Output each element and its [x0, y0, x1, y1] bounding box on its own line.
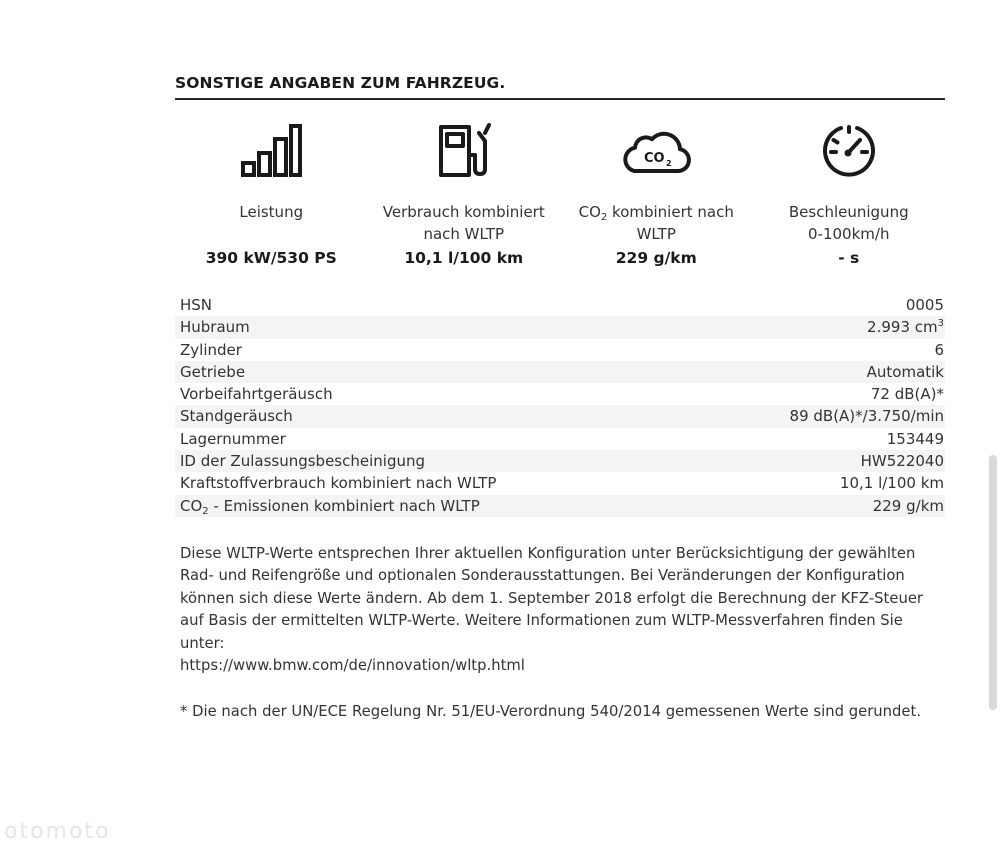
- wltp-paragraph: Diese WLTP-Werte entsprechen Ihrer aktuellen Konfiguration unter Berücksichtigung der gewählten Rad- und Reifengröße und optionalen Sonderausstattungen. Bei Veränderungen der Konfiguration können sich diese Werte ändern. Ab dem 1. September 2018 erfolgt die Berechnung der KFZ-Steuer auf Basis der ermittelten WLTP-Werte. Weitere Informationen zum WLTP-Messverfahren finden Sie unter: https://www.bmw.com/de/innovation/wltp.html: [180, 545, 924, 675]
- scrollbar[interactable]: [986, 0, 1000, 852]
- spec-table: [175, 294, 945, 517]
- kpi-label: Beschleunigung 0-100km/h: [788, 203, 909, 243]
- kpi-value: 229 g/km: [615, 249, 697, 267]
- scrollbar-thumb[interactable]: [989, 455, 997, 710]
- spec-row-zulassung: ID der Zulassungsbescheinigung HW522040: [175, 450, 945, 472]
- speedometer-icon: [819, 112, 879, 190]
- kpi-label: Leistung: [239, 203, 304, 221]
- spec-row-standgeraeusch: Standgeräusch 89 dB(A)*/3.750/min: [175, 405, 945, 427]
- kpi-value: 390 kW/530 PS: [205, 249, 337, 267]
- kpi-label: $CO_2$ kombiniert nach WLTP: [578, 203, 734, 243]
- spec-row-vorbeifahrt: Vorbeifahrtgeräusch 72 dB(A)*: [180, 385, 944, 404]
- wltp-notes: [180, 543, 950, 724]
- spec-row-hsn: HSN 0005: [180, 296, 944, 314]
- section-title: SONSTIGE ANGABEN ZUM FAHRZEUG.: [175, 74, 945, 100]
- wltp-url: https://www.bmw.com/de/innovation/wltp.html: [180, 657, 525, 675]
- spec-row-lagernummer: Lagernummer 153449: [180, 429, 944, 448]
- kpi-row: [175, 112, 945, 267]
- kpi-value: - s: [838, 249, 860, 267]
- spec-row-zylinder: Zylinder 6: [180, 340, 944, 359]
- spec-row-getriebe: Getriebe Automatik: [175, 361, 945, 383]
- kpi-consumption: [368, 112, 561, 267]
- co2-cloud-icon: [620, 112, 692, 190]
- kpi-acceleration: [753, 112, 946, 267]
- co2-cloud-subscript: 2: [666, 159, 672, 168]
- kpi-co2: [560, 112, 753, 267]
- spec-row-co2: $CO_2$ - Emissionen kombiniert nach WLTP 229 g/km: [175, 495, 945, 517]
- fuel-pump-icon: [435, 112, 493, 190]
- watermark: otomoto: [4, 819, 111, 844]
- kpi-power: [175, 112, 368, 267]
- spec-row-hubraum: Hubraum 2.993 $cm^3$: [175, 316, 945, 338]
- footnote: * Die nach der UN/ECE Regelung Nr. 51/EU-Verordnung 540/2014 gemessenen Werte sind gerundet.: [180, 703, 922, 721]
- spec-row-verbrauch: Kraftstoffverbrauch kombiniert nach WLTP 10,1 l/100 km: [180, 474, 944, 493]
- kpi-value: 10,1 l/100 km: [404, 249, 524, 267]
- kpi-label: Verbrauch kombiniert nach WLTP: [382, 203, 545, 243]
- power-bars-icon: [239, 112, 303, 190]
- co2-cloud-text: CO: [644, 151, 665, 166]
